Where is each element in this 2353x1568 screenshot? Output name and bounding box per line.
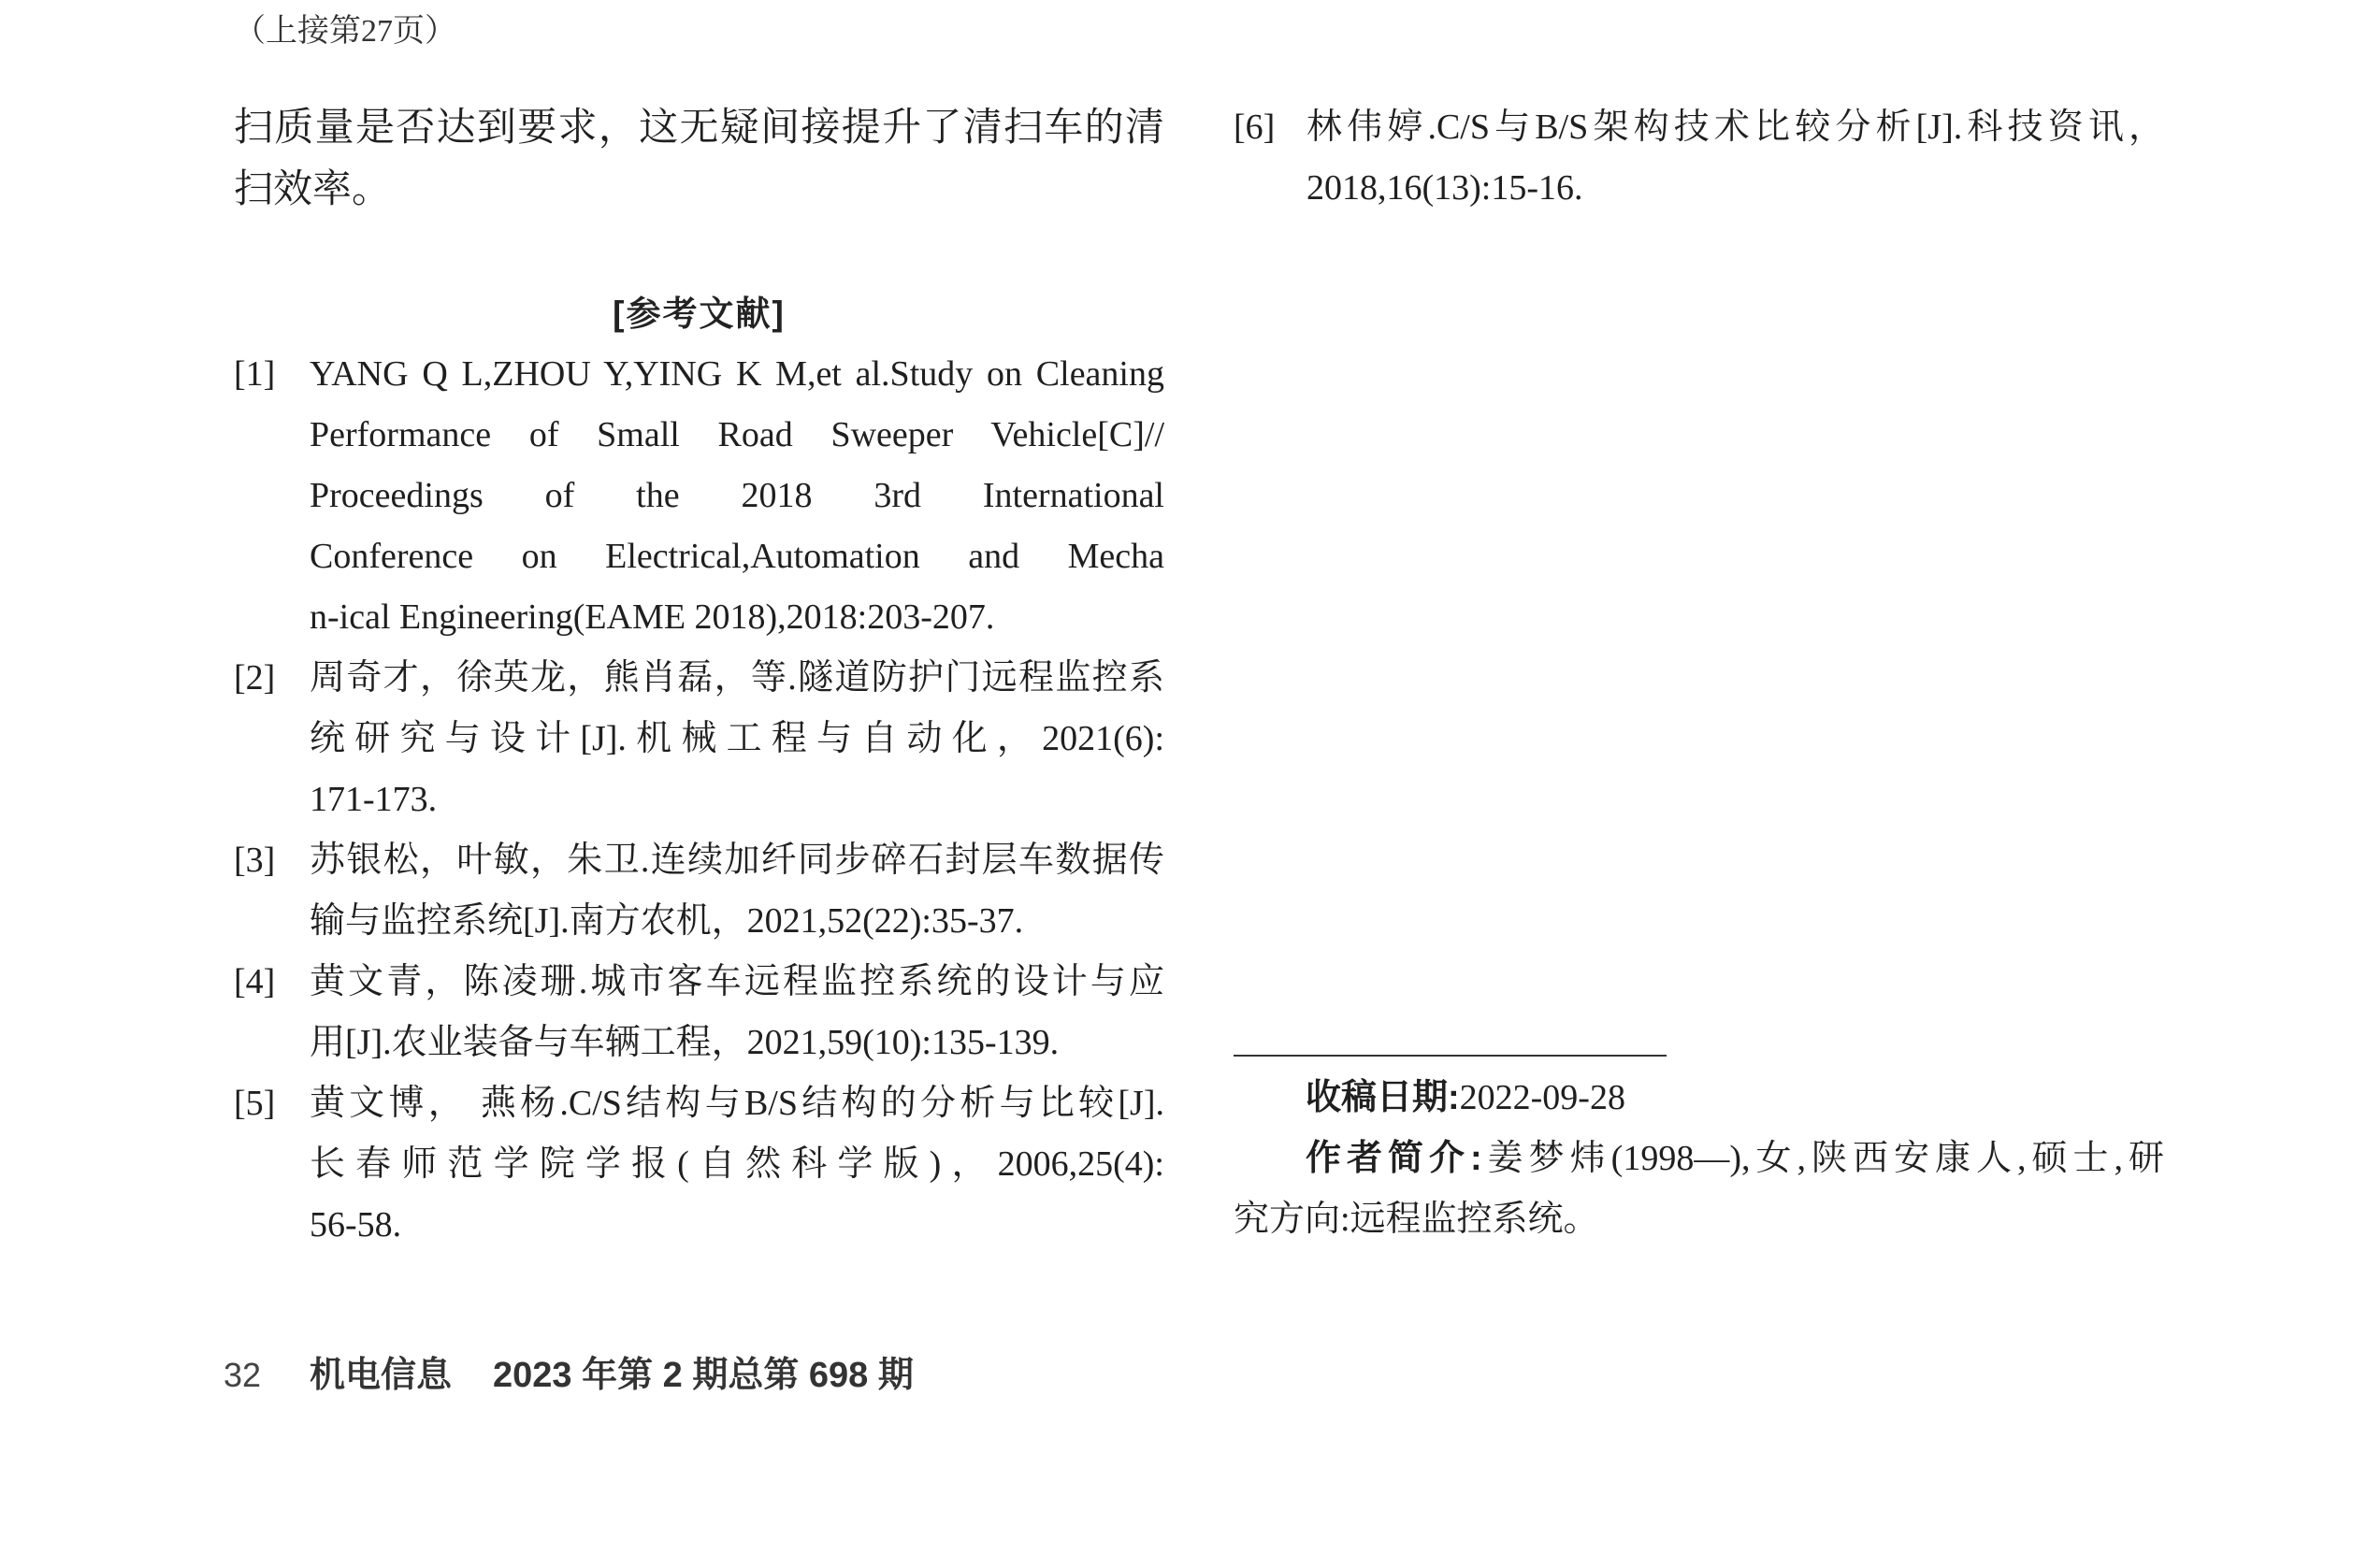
reference-item-4 — [234, 952, 1164, 1073]
reference-number: [3] — [234, 841, 276, 880]
reference-text — [310, 1073, 1164, 1256]
reference-line: 长春师范学院学报(自然科学版)，2006,25(4): — [310, 1144, 1164, 1184]
reference-line: Conference on Electrical,Automation and Mecha — [310, 537, 1164, 576]
reference-line: 用[J].农业装备与车辆工程，2021,59(10):135-139. — [310, 1023, 1060, 1062]
received-date-value: 2022-09-28 — [1459, 1078, 1625, 1117]
reference-line: 苏银松，叶敏，朱卫.连续加纤同步碎石封层车数据传 — [310, 841, 1164, 880]
body-paragraph — [234, 97, 1164, 221]
reference-line: 黄文青，陈凌珊.城市客车远程监控系统的设计与应 — [310, 962, 1164, 1001]
reference-line: 周奇才，徐英龙，熊肖磊，等.隧道防护门远程监控系 — [310, 658, 1164, 698]
reference-line: 输与监控系统[J].南方农机，2021,52(22):35-37. — [310, 901, 1024, 941]
reference-text — [310, 344, 1164, 648]
reference-item — [1234, 97, 2164, 219]
reference-line: Performance of Small Road Sweeper Vehicle[C]// — [310, 415, 1164, 454]
reference-text — [310, 830, 1164, 952]
reference-line: n-ical Engineering(EAME 2018),2018:203-207. — [310, 597, 995, 637]
reference-number: [6] — [1234, 108, 1276, 147]
references-heading: [参考文献] — [613, 295, 786, 333]
received-date-label: 收稿日期: — [1306, 1078, 1460, 1117]
reference-line: 林伟婷.C/S与B/S架构技术比较分析[J].科技资讯， — [1306, 108, 2164, 147]
reference-text — [310, 952, 1164, 1073]
reference-line: 黄文博， 燕杨.C/S结构与B/S结构的分析与比较[J]. — [310, 1084, 1164, 1123]
reference-number: [4] — [234, 962, 276, 1001]
author-bio-line — [1234, 1129, 2164, 1189]
reference-line: 统研究与设计[J].机械工程与自动化，2021(6): — [310, 719, 1164, 758]
reference-number: [1] — [234, 354, 276, 394]
reference-line: 56-58. — [310, 1205, 402, 1244]
reference-number: [5] — [234, 1084, 276, 1123]
author-bio-label: 作者简介: — [1306, 1139, 1482, 1178]
author-bio-line: 究方向:远程监控系统。 — [1234, 1200, 1599, 1239]
reference-line: 171-173. — [310, 780, 438, 819]
continued-from-note: （上接第27页） — [234, 14, 456, 49]
reference-item-3 — [234, 830, 1164, 952]
body-line: 扫效率。 — [234, 168, 392, 211]
issue-info: 2023 年第 2 期总第 698 期 — [493, 1356, 914, 1395]
article-info — [1234, 1068, 2164, 1250]
reference-line: YANG Q L,ZHOU Y,YING K M,et al.Study on Cleaning — [310, 354, 1164, 394]
footnote-divider — [1234, 1055, 1667, 1057]
received-date-line — [1234, 1068, 2164, 1129]
reference-item-6 — [1234, 97, 2164, 219]
reference-list — [234, 344, 1164, 1256]
journal-name: 机电信息 — [310, 1356, 453, 1395]
reference-item-1 — [234, 344, 1164, 648]
reference-number: [2] — [234, 658, 276, 698]
author-bio-text: 姜梦炜(1998—),女,陕西安康人,硕士,研 — [1481, 1139, 2165, 1178]
reference-item-2 — [234, 648, 1164, 830]
reference-line: 2018,16(13):15-16. — [1306, 168, 1583, 208]
reference-item-5 — [234, 1073, 1164, 1256]
reference-line: Proceedings of the 2018 3rd International — [310, 476, 1164, 515]
left-column — [234, 0, 1164, 1346]
page-number: 32 — [224, 1356, 262, 1394]
right-column — [1234, 0, 2164, 1346]
reference-text — [1306, 97, 2164, 219]
reference-text — [310, 648, 1164, 830]
body-line: 扫质量是否达到要求，这无疑间接提升了清扫车的清 — [234, 107, 1164, 150]
